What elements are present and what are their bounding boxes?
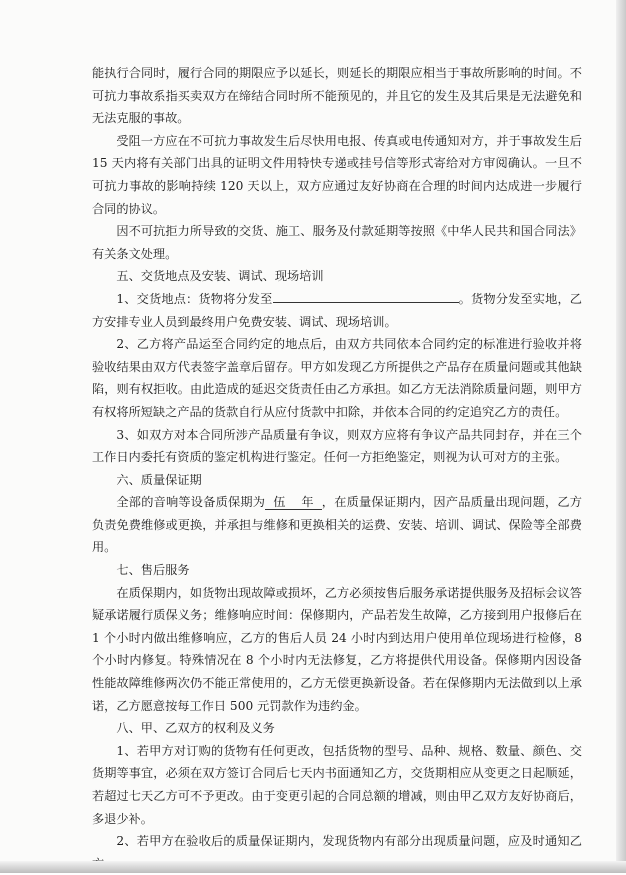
paragraph-force-majeure-extension: 能执行合同时，履行合同的期限应予以延长，则延长的期限应相当于事故所影响的时间。不可抗力事故系指买卖双方在缔结合同时所不能预见的，并且它的发生及其后果是无法避免和无法克服的事故。 (92, 66, 582, 126)
contract-text (92, 62, 582, 875)
warranty-text: ，在质量保证期内，因产品质量出现问题，乙方负责免费维修或更换，并承担与维修和更换相关的运费、安装、培训、调试、保险等全部费用。 (92, 495, 582, 555)
paragraph-warranty (92, 491, 582, 559)
warranty-years-fill: 伍 (265, 495, 293, 510)
section-7-heading: 七、售后服务 (116, 563, 190, 578)
paragraph-force-majeure-law: 因不可抗拒力所导致的交货、施工、服务及付款延期等按照《中华人民共和国合同法》有关条文处理。 (92, 224, 582, 261)
paragraph-force-majeure-notice: 受阻一方应在不可抗力事故发生后尽快用电报、传真或电传通知对方，并于事故发生后 15 天内将有关部门出具的证明文件用特快专递或挂号信等形式寄给对方审阅确认。一旦不可抗力事故的影响持续 120 天以上，双方应通过友好协商在合理的时间内达成进一步履行合同的协议。 (92, 133, 582, 216)
delivery-text: 。货物分发至实地，乙方安排专业人员到最终用户免费安装、调试、现场培训。 (92, 291, 582, 329)
section-5-heading: 五、交货地点及安装、调试、现场培训 (116, 269, 324, 284)
delivery-label: 1、交货地点：货物将分发至 (116, 291, 273, 306)
paragraph-quality-issue: 2、若甲方在验收后的质量保证期内，发现货物内有部分出现质量问题，应及时通知乙 (116, 834, 582, 849)
scan-edge-bottom (0, 861, 626, 873)
warranty-unit: 年 (293, 495, 321, 510)
section-8-heading: 八、甲、乙双方的权利及义务 (116, 721, 275, 736)
section-6-heading: 六、质量保证期 (116, 472, 202, 487)
paragraph-delivery-location (92, 288, 582, 333)
warranty-label: 全部的音响等设备质保期为 (116, 495, 266, 510)
paragraph-acceptance: 2、乙方将产品运至合同约定的地点后，由双方共同依本合同约定的标准进行验收并将验收结果由双方代表签字盖章后留存。甲方如发现乙方所提供之产品存在质量问题或其他缺陷，则有权拒收。由此造成的延迟交货责任由乙方承担。如乙方无法消除质量问题，则甲方有权将所短缺之产品的货款自行从应付货款中扣除，并依本合同的约定追究乙方的责任。 (92, 337, 582, 419)
paragraph-after-sales: 在质保期内，如货物出现故障或损坏，乙方必须按售后服务承诺提供服务及招标会议答疑承诺履行质保义务；维修响应时间：保修期内，产品若发生故障，乙方接到用户报修后在 1 个小时内做出维修响应，乙方的售后人员 24 小时内到达用户使用单位现场进行检修，8 个小时内修复。特殊情况在 8 个小时内无法修复，乙方将提供代用设备。保修期内因设备性能故障维修两次仍不能正常使用的，乙方无偿更换新设备。若在保修期内无法做到以上承诺，乙方愿意按每工作日 500 元罚款作为违约金。 (92, 585, 582, 713)
paragraph-quality-dispute: 3、如双方对本合同所涉产品质量有争议，则双方应将有争议产品共同封存，并在三个工作日内委托有资质的鉴定机构进行鉴定。任何一方拒绝鉴定，则视为认可对方的主张。 (92, 427, 582, 465)
delivery-location-blank (273, 302, 459, 303)
scan-edge-right (616, 0, 626, 873)
paragraph-changes: 1、若甲方对订购的货物有任何更改，包括货物的型号、品种、规格、数量、颜色、交货期等事宜，必须在双方签订合同后七天内书面通知乙方，交货期相应从变更之日起顺延，若超过七天乙方可不予更改。由于变更引起的合同总额的增减，则由甲乙双方友好协商后，多退少补。 (92, 743, 582, 826)
